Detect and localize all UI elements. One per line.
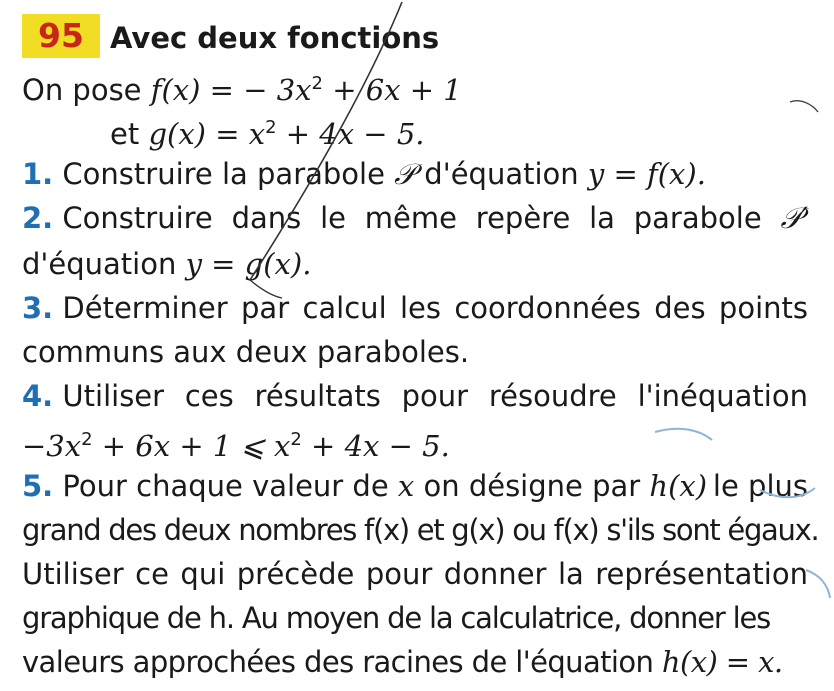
question-3-lead bbox=[22, 288, 228, 328]
word: donner bbox=[443, 557, 547, 591]
q5-x: x bbox=[397, 469, 415, 503]
question-5-line-1 bbox=[22, 466, 808, 506]
word: parabole bbox=[633, 201, 762, 235]
q5-equation: h(x) = x. bbox=[661, 645, 783, 679]
f-exponent: 2 bbox=[311, 73, 323, 94]
question-1-text: Construire la parabole bbox=[53, 157, 395, 191]
word: la bbox=[589, 201, 615, 235]
ineq-exponent-2: 2 bbox=[290, 429, 302, 450]
ineq-exponent-1: 2 bbox=[81, 429, 93, 450]
question-1-text2: d'équation bbox=[415, 157, 588, 191]
intro-line-g bbox=[110, 108, 425, 151]
word: Utiliser bbox=[62, 379, 165, 413]
exercise-number: 95 bbox=[22, 14, 100, 58]
f-arg: (x) bbox=[161, 73, 201, 107]
word: pour bbox=[365, 557, 433, 591]
question-2-number: 2. bbox=[22, 201, 54, 235]
q5-text-b: on désigne par bbox=[414, 469, 650, 503]
f-symbol: f bbox=[150, 73, 162, 107]
question-3-number: 3. bbox=[22, 291, 54, 325]
question-5-line-4: graphique de h. Au moyen de la calculatrice, donner les bbox=[22, 601, 771, 635]
word: ces bbox=[184, 379, 234, 413]
question-3-line-2: communs aux deux paraboles. bbox=[22, 335, 470, 369]
question-2-lead bbox=[22, 198, 213, 238]
question-1 bbox=[22, 154, 706, 194]
parabola-p-symbol: 𝒫 bbox=[394, 157, 416, 191]
word: le bbox=[320, 201, 346, 235]
parabola-p-prime-symbol: 𝒫′ bbox=[780, 201, 808, 235]
f-equal: = − 3x bbox=[200, 73, 312, 107]
question-1-equation: y = f(x). bbox=[587, 157, 706, 191]
question-4-number: 4. bbox=[22, 379, 54, 413]
g-arg: (x) bbox=[167, 117, 206, 151]
word: ce bbox=[135, 557, 169, 591]
word: résoudre bbox=[488, 379, 617, 413]
word: par bbox=[241, 291, 290, 325]
word: Construire bbox=[62, 201, 213, 235]
word: Déterminer bbox=[62, 291, 228, 325]
question-2-text2: d'équation bbox=[22, 247, 186, 281]
question-4-lead bbox=[22, 376, 164, 416]
question-4-inequation bbox=[22, 420, 450, 463]
question-5-number: 5. bbox=[22, 469, 54, 503]
question-5-line-2: grand des deux nombres f(x) et g(x) ou f(x) s'ils sont égaux. bbox=[22, 513, 819, 547]
question-2-line-1 bbox=[22, 198, 808, 238]
intro-et: et bbox=[110, 117, 149, 151]
word: dans bbox=[231, 201, 302, 235]
question-3-line-1 bbox=[22, 288, 808, 328]
word: même bbox=[364, 201, 457, 235]
q5-hx: h(x) bbox=[649, 469, 708, 503]
f-rest: + 6x + 1 bbox=[322, 73, 462, 107]
word: précède bbox=[236, 557, 355, 591]
g-rest: + 4x − 5. bbox=[276, 117, 425, 151]
question-5-line-3 bbox=[22, 554, 808, 594]
ineq-part-a: −3x bbox=[22, 429, 82, 463]
ineq-part-c: + 4x − 5. bbox=[301, 429, 450, 463]
word: l'inéquation bbox=[637, 379, 808, 413]
word: coordonnées bbox=[454, 291, 641, 325]
question-5-line-5 bbox=[22, 642, 782, 682]
word: représentation bbox=[595, 557, 808, 591]
g-symbol: g bbox=[148, 117, 168, 151]
q5-text-final: valeurs approchées des racines de l'équation bbox=[22, 645, 662, 679]
word: résultats bbox=[254, 379, 381, 413]
word: repère bbox=[475, 201, 571, 235]
question-4-line-1 bbox=[22, 376, 808, 416]
word: Utiliser bbox=[22, 557, 124, 591]
g-equal: = x bbox=[206, 117, 266, 151]
intro-line-f bbox=[22, 64, 462, 107]
word: les bbox=[399, 291, 441, 325]
q5-text-a: Pour chaque valeur de bbox=[53, 469, 398, 503]
question-5-lead bbox=[22, 466, 707, 506]
word: la bbox=[557, 557, 584, 591]
q5-text-c: le plus bbox=[712, 469, 808, 503]
word: pour bbox=[401, 379, 469, 413]
word: points bbox=[718, 291, 808, 325]
word: des bbox=[654, 291, 706, 325]
ineq-part-b: + 6x + 1 ⩽ x bbox=[92, 429, 291, 463]
word: calcul bbox=[302, 291, 387, 325]
intro-prefix: On pose bbox=[22, 73, 151, 107]
g-exponent: 2 bbox=[265, 117, 277, 138]
exercise-title: Avec deux fonctions bbox=[110, 21, 440, 55]
question-2-equation: y = g(x). bbox=[185, 247, 312, 281]
question-2-line-2 bbox=[22, 244, 311, 284]
question-1-number: 1. bbox=[22, 157, 54, 191]
word: qui bbox=[180, 557, 226, 591]
